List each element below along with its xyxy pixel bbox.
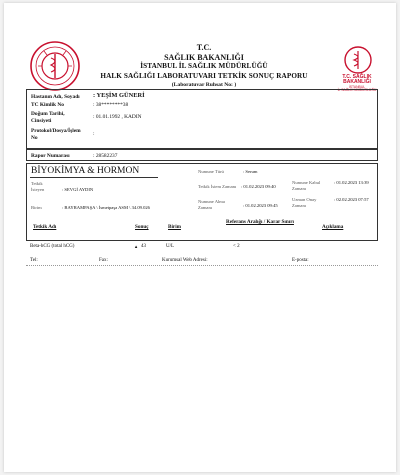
report-number-value: : 28582237: [93, 152, 118, 159]
alma-label: Numune Alma Zamanı: [198, 199, 225, 210]
header-ministry: SAĞLIK BAKANLIĞI: [164, 52, 244, 62]
protocol-value: :: [93, 131, 95, 137]
ministry-logo-icon: [342, 45, 374, 75]
row-reference: < 2: [233, 244, 240, 249]
section-title-underline: [30, 177, 158, 178]
numune-turu-label: Numune Türü: [198, 169, 224, 174]
alma-value: : 01.02.2023 09:45: [243, 203, 278, 208]
header-tc: T.C.: [196, 43, 212, 52]
istiyen-value: : SEVGİ AYDIN: [62, 187, 94, 192]
footer-tel: Tel:: [30, 258, 38, 263]
biochem-section: [26, 163, 378, 241]
right-logo-line1: T.C. SAĞLIK BAKANLIĞI: [342, 74, 372, 86]
numune-turu-value: : Serum: [243, 169, 258, 174]
istem-label: Tetkik İstem Zamanı: [198, 184, 237, 189]
report-number-box: [26, 149, 378, 161]
right-logo-line3: İL SAĞLIK MÜDÜRLÜĞÜ: [337, 88, 377, 93]
kabul-value: : 01.02.2023 13:39: [334, 180, 369, 185]
ministry-seal-icon: [30, 41, 80, 91]
footer-fax: Fax:: [99, 258, 108, 263]
report-number-label: Rapor Numarası: [31, 152, 70, 159]
section-title: BİYOKİMYA & HORMON: [31, 166, 140, 176]
birim-value: : BAYRAMPAŞA \ İsmetpaşa ASM \ 34.09.026: [62, 205, 150, 210]
onay-label: Uzman Onay Zamanı: [292, 197, 317, 208]
birim-label: Birim: [31, 205, 42, 210]
tetkik-label: Tetkik: [31, 181, 43, 186]
col-tetkik-adi: Tetkik Adı: [33, 224, 57, 230]
istem-value: : 01.02.2023 09:40: [241, 184, 276, 189]
header-license: (Laboratuvar Ruhsat No: ): [171, 82, 237, 88]
row-high-flag-icon: ▲: [134, 244, 139, 249]
dob-value: : 01.01.1992 , KADIN: [93, 114, 142, 120]
kabul-label: Numune Kabul Zamanı: [292, 180, 321, 191]
istiyen-label: İsteyen: [31, 187, 45, 192]
footer-web: Kurumsal Web Adresi:: [162, 258, 208, 263]
report-page: [4, 3, 396, 472]
patient-info-box: [26, 89, 378, 149]
row-test-name: Beta-hCG (total hCG): [30, 244, 75, 249]
col-aciklama: Açıklama: [322, 224, 344, 230]
patient-name-value: : YEŞİM GÜNERİ: [93, 92, 145, 99]
patient-name-label: Hastanın Adı, Soyadı: [31, 94, 80, 100]
report-header: [94, 43, 314, 91]
dob-label: Doğum Tarihi, Cinsiyeti: [31, 111, 65, 124]
header-directorate: İSTANBUL İL SAĞLIK MÜDÜRLÜĞÜ: [140, 62, 268, 70]
row-result: 43: [141, 244, 146, 249]
header-report-title: HALK SAĞLIĞI LABORATUVARI TETKİK SONUÇ RAPORU: [100, 71, 308, 80]
col-referans: Referans Aralığı / Karar Sınırı: [226, 219, 294, 225]
protocol-label: Protokol/Dosya/İşlem No: [31, 128, 81, 141]
right-logo-line2: İSTANBUL: [348, 84, 366, 89]
footer-divider: [26, 265, 378, 266]
row-unit: U/L: [166, 244, 175, 249]
footer-eposta: E-posta:: [292, 258, 309, 263]
tc-value: : 38********38: [93, 102, 129, 108]
onay-value: : 02.02.2023 07:57: [334, 197, 369, 202]
col-sonuc: Sonuç: [135, 224, 149, 230]
tc-label: TC Kimlik No: [31, 102, 64, 108]
col-birim: Birim: [168, 224, 181, 230]
